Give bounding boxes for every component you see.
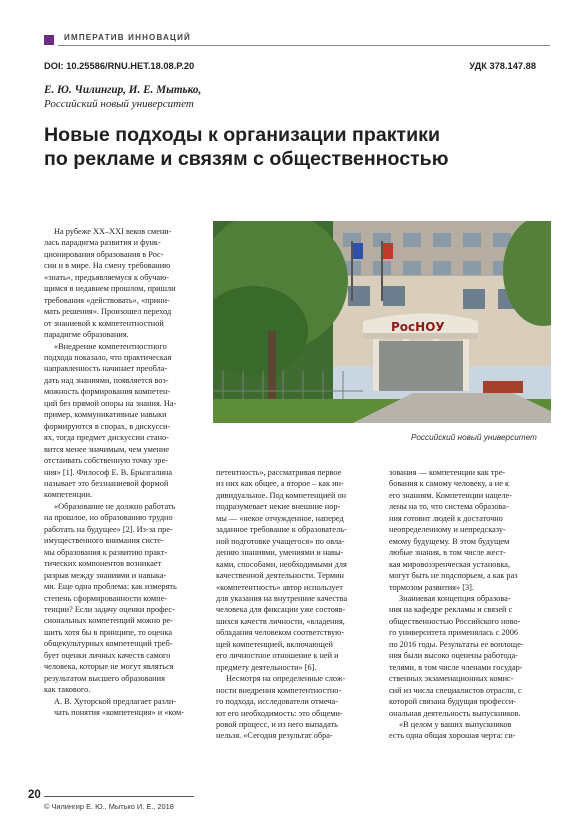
text-line: от знаниевой к компетентностной bbox=[44, 318, 164, 328]
text-line: Несмотря на определенные слож- bbox=[226, 674, 346, 684]
text-line: емому будущему. В этом будущем bbox=[389, 536, 510, 546]
text-line: ния готовит людей к достаточно bbox=[389, 513, 503, 523]
text-line: «В целом у ваших выпускников bbox=[399, 719, 512, 729]
text-line: по 2016 годы. Результаты ее воплоще- bbox=[389, 639, 524, 649]
text-line: лась парадигма развития и функ- bbox=[44, 238, 161, 248]
text-line: ровой процесс, и из него выпадать bbox=[216, 719, 338, 729]
text-line: мы образования к развитию практ- bbox=[44, 547, 168, 557]
text-line: сий из числа специалистов отрасли, с bbox=[389, 685, 522, 695]
text-line: «Образование не должно работать bbox=[54, 501, 176, 511]
text-line: требования «действовать», «прини- bbox=[44, 295, 170, 305]
text-line: го подхода, исследователи отмеча- bbox=[216, 697, 338, 707]
text-line: А. В. Хуторской предлагает разли- bbox=[54, 696, 177, 706]
title-line: по рекламе и связям с общественностью bbox=[44, 148, 449, 170]
building-sign: РосНОУ bbox=[391, 320, 445, 334]
text-line: его личностное отношение к ней и bbox=[216, 651, 339, 661]
text-column-3 bbox=[389, 467, 549, 742]
text-line: предмету деятельности» [6]. bbox=[216, 662, 317, 672]
text-line: имущественного внимания систе- bbox=[44, 536, 164, 546]
text-line: щей компетенцией, включающей bbox=[216, 639, 333, 649]
university-building-photo bbox=[213, 221, 551, 423]
photo-caption: Российский новый университет bbox=[411, 433, 537, 442]
footer-rule bbox=[44, 796, 194, 797]
text-line: как такового. bbox=[44, 685, 91, 695]
text-line: можность формирования компетен- bbox=[44, 387, 171, 397]
text-line: лены на то, что система образова- bbox=[389, 502, 509, 512]
text-line: го университета применялась с 2006 bbox=[389, 628, 518, 638]
text-line: дать над знаниями, появляется воз- bbox=[44, 375, 169, 385]
text-line: степень сформированности компе- bbox=[44, 593, 168, 603]
text-line: ной подготовке учащегося» по овла- bbox=[216, 536, 345, 546]
text-line: ственных экзаменационных комис- bbox=[389, 674, 514, 684]
text-line: называет это беззнаниевой формой bbox=[44, 478, 169, 488]
text-line: нельзя. «Сегодня результат обра- bbox=[216, 731, 333, 741]
page-number: 20 bbox=[28, 789, 41, 801]
text-line: ния» [1]. Философ Е. В. Брызгалина bbox=[44, 467, 173, 477]
text-line: качественной деятельности. Термин bbox=[216, 571, 344, 581]
header-rule bbox=[58, 45, 550, 46]
authors: Е. Ю. Чилингир, И. Е. Мытько, bbox=[44, 84, 202, 96]
text-line: на прошлое, но образованию трудно bbox=[44, 513, 173, 523]
copyright: © Чилингир Е. Ю., Мытько И. Е., 2018 bbox=[44, 802, 174, 811]
text-column-2 bbox=[216, 467, 382, 742]
affiliation: Российский новый университет bbox=[44, 98, 194, 110]
text-line: тенции? Если задачу оценки профес- bbox=[44, 604, 175, 614]
text-line: ционирования образования в Рос- bbox=[44, 249, 164, 259]
text-line: ния были высоко оценены работода- bbox=[389, 651, 519, 661]
text-line: для указания на внутренние качества bbox=[216, 593, 348, 603]
journal-section-title: ИМПЕРАТИВ ИННОВАЦИЙ bbox=[64, 33, 191, 42]
text-line: бования к самому человеку, а не к bbox=[389, 479, 509, 489]
text-line: есть одна общая хорошая черта: си- bbox=[389, 731, 516, 741]
text-line: отстаивать собственную точку зре- bbox=[44, 456, 168, 466]
text-line: петентность», рассматривая первое bbox=[216, 468, 342, 477]
text-column-1 bbox=[44, 226, 210, 718]
text-line: общекультурных компетенций треб- bbox=[44, 639, 173, 649]
text-line: могут быть не подспорьем, а как раз bbox=[389, 571, 518, 581]
text-line: вится менее значимым, чем умение bbox=[44, 444, 170, 454]
text-line: щимся в недавнем прошлом, пришли bbox=[44, 284, 176, 294]
text-line: На рубеже XX–XXI веков смени- bbox=[54, 227, 172, 236]
text-line: из них как общее, а второе – как ин- bbox=[216, 479, 344, 489]
text-line: дивидуальное. Под компетенцией он bbox=[216, 490, 347, 500]
text-line: формируются в спорах, в дискусси- bbox=[44, 421, 171, 431]
text-line: работать на будущее» [2]. Из-за пре- bbox=[44, 524, 173, 534]
text-line: сии и в мире. На смену требованию bbox=[44, 261, 171, 271]
text-line: его знаниям. Компетенции нацеле- bbox=[389, 490, 513, 500]
text-line: бует оценки личных качеств самого bbox=[44, 650, 171, 660]
header-accent-bar bbox=[44, 35, 54, 45]
doi[interactable]: DOI: 10.25586/RNU.HET.18.08.P.20 bbox=[44, 61, 195, 71]
text-line: мать решения». Произошел переход bbox=[44, 307, 172, 317]
text-line: чать понятия «компетенция» и «ком- bbox=[54, 708, 184, 718]
text-line: тормозом развития» [3]. bbox=[389, 582, 474, 592]
text-line: Знаниевая концепция образова- bbox=[399, 593, 511, 603]
text-line: шихся качеств личности, «владения, bbox=[216, 616, 345, 626]
text-line: неопределенному и непредсказу- bbox=[389, 525, 506, 535]
text-line: которой связана будущая професси- bbox=[389, 697, 517, 707]
text-line: «знать», предъявляемуся к обучаю- bbox=[44, 272, 170, 282]
text-line: любые знания, в том числе жест- bbox=[389, 548, 506, 558]
text-line: ональная деятельность выпускников. bbox=[389, 708, 521, 718]
text-line: ности внедрения компетентностно- bbox=[216, 685, 342, 695]
text-line: пример, коммуникативные навыки bbox=[44, 410, 167, 420]
text-line: телями, в том числе членами государ- bbox=[389, 662, 523, 672]
text-line: человека, которые не могут являться bbox=[44, 662, 174, 672]
text-line: «компетентность» автор использует bbox=[216, 582, 343, 592]
text-line: общественностью Российского ново- bbox=[389, 616, 521, 626]
title-line: Новые подходы к организации практики bbox=[44, 124, 441, 146]
text-line: ми. Еще одна проблема: как измерять bbox=[44, 582, 177, 592]
text-line: человека для фиксации уже состояв- bbox=[216, 605, 346, 615]
text-line: ками, способами, необходимыми для bbox=[216, 559, 347, 569]
text-line: направленность начинает преобла- bbox=[44, 364, 168, 374]
text-line: дению знаниями, умениями и навы- bbox=[216, 548, 344, 558]
text-line: результатом высшего образования bbox=[44, 673, 165, 683]
text-line: обладания человеком соответствую- bbox=[216, 628, 345, 638]
text-line: подразумевает некие внешние нор- bbox=[216, 502, 341, 512]
text-line: ций без прямой опоры на знания. На- bbox=[44, 398, 177, 408]
text-line: разрыв между знаниями и навыка- bbox=[44, 570, 167, 580]
text-line: зования — компетенции как тре- bbox=[389, 468, 506, 477]
text-line: ях, тогда предмет дискуссии стано- bbox=[44, 433, 169, 443]
text-line: подхода показало, что практическая bbox=[44, 352, 172, 362]
text-line: ют его необходимость: это общеми- bbox=[216, 708, 343, 718]
text-line: тических компонентов возникает bbox=[44, 559, 162, 569]
udk-code: УДК 378.147.88 bbox=[469, 61, 536, 71]
text-line: сиональных компетенций можно ре- bbox=[44, 616, 173, 626]
text-line: заданное требование к образователь- bbox=[216, 525, 347, 535]
text-line: шить хотя бы в принципе, то оценка bbox=[44, 627, 173, 637]
text-line: мы — «некое отчужденное, наперед bbox=[216, 513, 344, 523]
article-title bbox=[44, 123, 544, 171]
text-line: кая мировоззренческая установка, bbox=[389, 559, 511, 569]
text-line: парадигме образования. bbox=[44, 330, 129, 340]
text-line: «Внедрение компетентностного bbox=[54, 341, 167, 351]
text-line: компетенции. bbox=[44, 490, 93, 500]
text-line: ния на кафедре рекламы и связей с bbox=[389, 605, 513, 615]
